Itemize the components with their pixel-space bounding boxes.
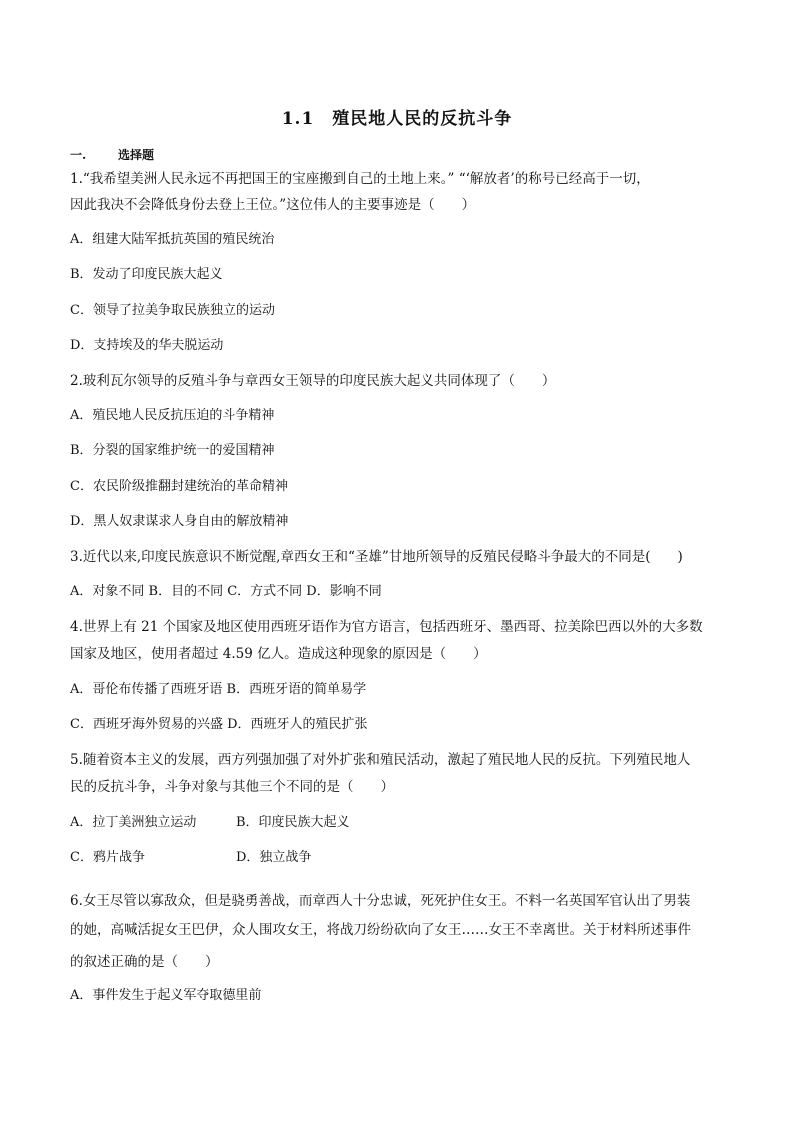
question-6-line-3: 的叙述正确的是（ ）	[70, 954, 219, 970]
question-1-option-d: D．支持埃及的华夫脱运动	[70, 338, 224, 353]
question-6-option-a: A．事件发生于起义军夺取德里前	[70, 988, 262, 1003]
question-3-options: A．对象不同 B．目的不同 C．方式不同 D．影响不同	[70, 584, 382, 599]
section-label: 选择题	[118, 148, 155, 162]
question-4-line-1: 4.世界上有 21 个国家及地区使用西班牙语作为官方语言，包括西班牙、墨西哥、拉美除巴西以外的大多数	[70, 619, 703, 635]
page-title: 1.1 殖民地人民的反抗斗争	[281, 109, 513, 129]
question-5-line-1: 5.随着资本主义的发展，西方列强加强了对外扩张和殖民活动，激起了殖民地人民的反抗。下列殖民地人	[70, 752, 691, 768]
question-2-line-1: 2.玻利瓦尔领导的反殖斗争与章西女王领导的印度民族大起义共同体现了（ ）	[70, 373, 556, 389]
question-2-option-a: A．殖民地人民反抗压迫的斗争精神	[70, 408, 275, 423]
question-5-option-c: C．鸦片战争	[70, 850, 145, 865]
section-heading	[70, 146, 154, 163]
question-5-line-2: 民的反抗斗争，斗争对象与其他三个不同的是（ ）	[70, 779, 394, 795]
question-4-options-row-1: A．哥伦布传播了西班牙语 B．西班牙语的简单易学	[70, 682, 367, 697]
question-4-options-row-2: C．西班牙海外贸易的兴盛 D．西班牙人的殖民扩张	[70, 717, 368, 732]
question-2-option-c: C．农民阶级推翻封建统治的革命精神	[70, 479, 288, 494]
question-2-option-d: D．黑人奴隶谋求人身自由的解放精神	[70, 514, 289, 529]
question-1-line-2: 因此我决不会降低身份去登上王位。”这位伟人的主要事迹是（ ）	[70, 197, 476, 213]
question-1-option-a: A．组建大陆军抵抗英国的殖民统治	[70, 232, 275, 247]
question-4-line-2: 国家及地区，使用者超过 4.59 亿人。造成这种现象的原因是（ ）	[70, 646, 487, 662]
question-5-option-a: A．拉丁美洲独立运动	[70, 815, 197, 830]
question-1-option-b: B．发动了印度民族大起义	[70, 267, 223, 282]
section-number: 一.	[70, 148, 87, 162]
question-1-line-1: 1.“我希望美洲人民永远不再把国王的宝座搬到自己的土地上来。” “‘解放者’的称号已经高于一切，	[70, 171, 650, 187]
question-6-line-1: 6.女王尽管以寡敌众，但是骁勇善战，而章西人十分忠诚，死死护住女王。不料一名英国军官认出了男装	[70, 893, 691, 909]
question-5-option-d: D．独立战争	[236, 850, 312, 865]
question-1-option-c: C．领导了拉美争取民族独立的运动	[70, 303, 275, 318]
question-6-line-2: 的她，高喊活捉女王巴伊，众人围攻女王，将战刀纷纷砍向了女王……女王不幸离世。关于材料所述事件	[70, 922, 691, 938]
question-2-option-b: B．分裂的国家维护统一的爱国精神	[70, 443, 275, 458]
question-3-line-1: 3.近代以来,印度民族意识不断觉醒,章西女王和“圣雄”甘地所领导的反殖民侵略斗争最大的不同是( )	[70, 549, 683, 565]
question-5-option-b: B．印度民族大起义	[236, 815, 350, 830]
